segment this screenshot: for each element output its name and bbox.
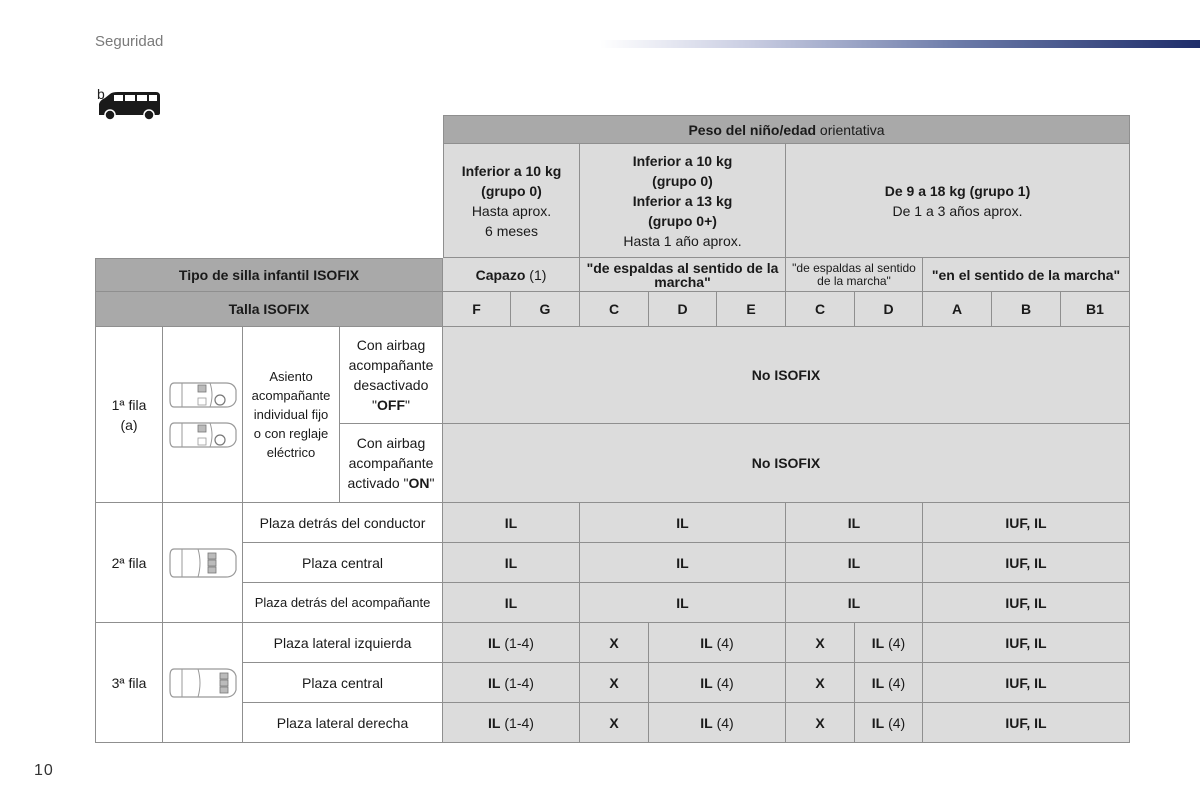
size-cell: G: [511, 292, 580, 327]
isofix-value: IL (1-4): [443, 623, 580, 663]
isofix-value: IUF, IL: [923, 663, 1130, 703]
isofix-value: IL: [580, 503, 786, 543]
row-3-label: 3ª fila: [95, 623, 163, 743]
size-cell: A: [923, 292, 992, 327]
isofix-value: IL: [580, 583, 786, 623]
isofix-value: IL (4): [855, 703, 923, 743]
isofix-value: IL (4): [649, 663, 786, 703]
position-name: Plaza lateral izquierda: [243, 623, 443, 663]
isofix-value: X: [786, 703, 855, 743]
no-isofix-airbag-off: No ISOFIX: [443, 327, 1130, 424]
position-name: Plaza central: [243, 543, 443, 583]
row-1-label: 1ª fila (a): [95, 327, 163, 503]
airbag-off-cell: Con airbag acompañante desactivado "OFF": [340, 327, 443, 424]
isofix-value: IUF, IL: [923, 623, 1130, 663]
position-name: Plaza central: [243, 663, 443, 703]
isofix-size-label: Talla ISOFIX: [95, 292, 443, 327]
isofix-value: IUF, IL: [923, 543, 1130, 583]
car-topview-second-row-icon: [168, 546, 238, 580]
position-name: Plaza detrás del conductor: [243, 503, 443, 543]
weight-age-header: Peso del niño/edad orientativa: [443, 115, 1130, 144]
airbag-on-cell: Con airbag acompañante activado "ON": [340, 424, 443, 503]
isofix-value: X: [786, 623, 855, 663]
isofix-value: IL (1-4): [443, 663, 580, 703]
seat-type-capazo: Capazo (1): [443, 258, 580, 292]
size-cell: C: [786, 292, 855, 327]
row-3-car-diagram: [163, 623, 243, 743]
isofix-value: IL (4): [649, 703, 786, 743]
no-isofix-airbag-on: No ISOFIX: [443, 424, 1130, 503]
size-cell: D: [649, 292, 717, 327]
isofix-value: IL (4): [855, 623, 923, 663]
isofix-type-label: Tipo de silla infantil ISOFIX: [95, 258, 443, 292]
page-number: 10: [34, 762, 54, 779]
car-topview-front-icon: [168, 418, 238, 452]
seat-type-rear-facing-0plus: "de espaldas al sentido de la marcha": [580, 258, 786, 292]
isofix-value: IL (4): [855, 663, 923, 703]
car-topview-third-row-icon: [168, 666, 238, 700]
isofix-value: IL: [443, 583, 580, 623]
size-cell: F: [443, 292, 511, 327]
isofix-value: X: [786, 663, 855, 703]
isofix-value: IL: [443, 543, 580, 583]
isofix-value: IUF, IL: [923, 703, 1130, 743]
group-1-header: De 9 a 18 kg (grupo 1) De 1 a 3 años aprox.: [786, 144, 1130, 258]
van-side-icon: [96, 86, 162, 122]
row-1-seat-description: Asiento acompañante individual fijo o con reglaje eléctrico: [243, 327, 340, 503]
group-0-header: Inferior a 10 kg (grupo 0) Hasta aprox. 6 meses: [443, 144, 580, 258]
size-cell: C: [580, 292, 649, 327]
isofix-value: X: [580, 703, 649, 743]
size-cell: E: [717, 292, 786, 327]
isofix-value: IL: [786, 583, 923, 623]
row-1-car-diagram: [163, 327, 243, 503]
vehicle-b-icon: [96, 86, 162, 122]
position-name: Plaza detrás del acompañante: [243, 583, 443, 623]
group-0plus-header: Inferior a 10 kg (grupo 0) Inferior a 13 kg (grupo 0+) Hasta 1 año aprox.: [580, 144, 786, 258]
size-cell: B: [992, 292, 1061, 327]
isofix-value: IL (4): [649, 623, 786, 663]
isofix-value: IUF, IL: [923, 503, 1130, 543]
seat-type-rear-facing-1: "de espaldas al sentido de la marcha": [786, 258, 923, 292]
seat-type-forward-facing: "en el sentido de la marcha": [923, 258, 1130, 292]
isofix-value: IL: [786, 543, 923, 583]
isofix-value: IL: [580, 543, 786, 583]
size-cell: B1: [1061, 292, 1130, 327]
row-2-label: 2ª fila: [95, 503, 163, 623]
section-title: Seguridad: [95, 33, 164, 50]
row-2-car-diagram: [163, 503, 243, 623]
isofix-value: IL: [786, 503, 923, 543]
isofix-value: IUF, IL: [923, 583, 1130, 623]
isofix-value: IL (1-4): [443, 703, 580, 743]
size-cell: D: [855, 292, 923, 327]
isofix-value: IL: [443, 503, 580, 543]
isofix-value: X: [580, 623, 649, 663]
position-name: Plaza lateral derecha: [243, 703, 443, 743]
header-gradient-bar: [600, 40, 1200, 48]
car-topview-front-icon: [168, 378, 238, 412]
vehicle-letter: b: [97, 86, 105, 102]
isofix-value: X: [580, 663, 649, 703]
